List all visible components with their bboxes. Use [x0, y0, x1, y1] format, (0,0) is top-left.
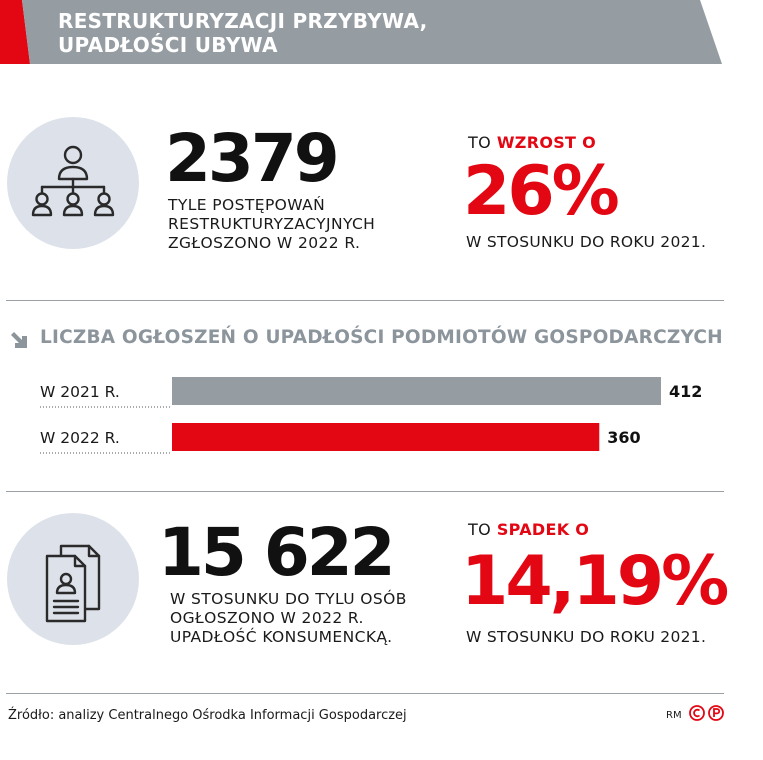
change-word: SPADEK O [496, 520, 590, 539]
page-title [58, 9, 428, 57]
caption-line: RESTRUKTURYZACYJNYCH [168, 215, 376, 233]
bar [172, 377, 661, 405]
bar-chart [0, 365, 763, 465]
divider [6, 693, 724, 694]
chart-title: LICZBA OGŁOSZEŃ O UPADŁOŚCI PODMIOTÓW GOSPODARCZYCH [40, 327, 723, 348]
author-credit: RM [666, 710, 682, 721]
title-line-1: RESTRUKTURYZACJI PRZYBYWA, [58, 9, 428, 33]
change-label-increase [468, 133, 596, 152]
change-prefix: TO [468, 520, 491, 539]
bankruptcy-caption [170, 590, 407, 647]
comparison-text: W STOSUNKU DO ROKU 2021. [466, 628, 707, 646]
source-note: Źródło: analizy Centralnego Ośrodka Informacji Gospodarczej [8, 708, 407, 723]
divider [6, 300, 724, 301]
header-banner [0, 0, 722, 64]
divider [6, 491, 724, 492]
copyright-c-icon [689, 705, 705, 721]
change-label-decrease [468, 520, 589, 539]
restructuring-caption [168, 196, 375, 253]
data-label: 412 [669, 382, 703, 401]
data-label: 360 [607, 428, 641, 447]
org-chart-icon-circle [7, 117, 139, 249]
increase-percent: 26% [463, 152, 617, 231]
caption-line: TYLE POSTĘPOWAŃ [168, 196, 326, 214]
caption-line: ZGŁOSZONO W 2022 R. [168, 234, 361, 252]
category-label: W 2021 R. [40, 383, 120, 401]
change-prefix: TO [468, 133, 491, 152]
category-label: W 2022 R. [40, 429, 120, 447]
decrease-percent: 14,19% [461, 542, 727, 621]
caption-line: UPADŁOŚĆ KONSUMENCKĄ. [170, 628, 393, 646]
comparison-text: W STOSUNKU DO ROKU 2021. [466, 233, 707, 251]
restructuring-count: 2379 [165, 120, 337, 197]
org-chart-icon [7, 117, 139, 249]
documents-person-icon [7, 513, 139, 645]
caption-line: OGŁOSZONO W 2022 R. [170, 609, 364, 627]
change-word: WZROST O [496, 133, 597, 152]
bar [172, 423, 599, 451]
bankruptcy-count: 15 622 [158, 514, 393, 591]
title-line-2: UPADŁOŚCI UBYWA [58, 33, 278, 57]
arrow-down-right-icon [8, 327, 32, 351]
caption-line: W STOSUNKU DO TYLU OSÓB [170, 590, 407, 608]
copyright-p-icon [708, 705, 724, 721]
documents-icon-circle [7, 513, 139, 645]
